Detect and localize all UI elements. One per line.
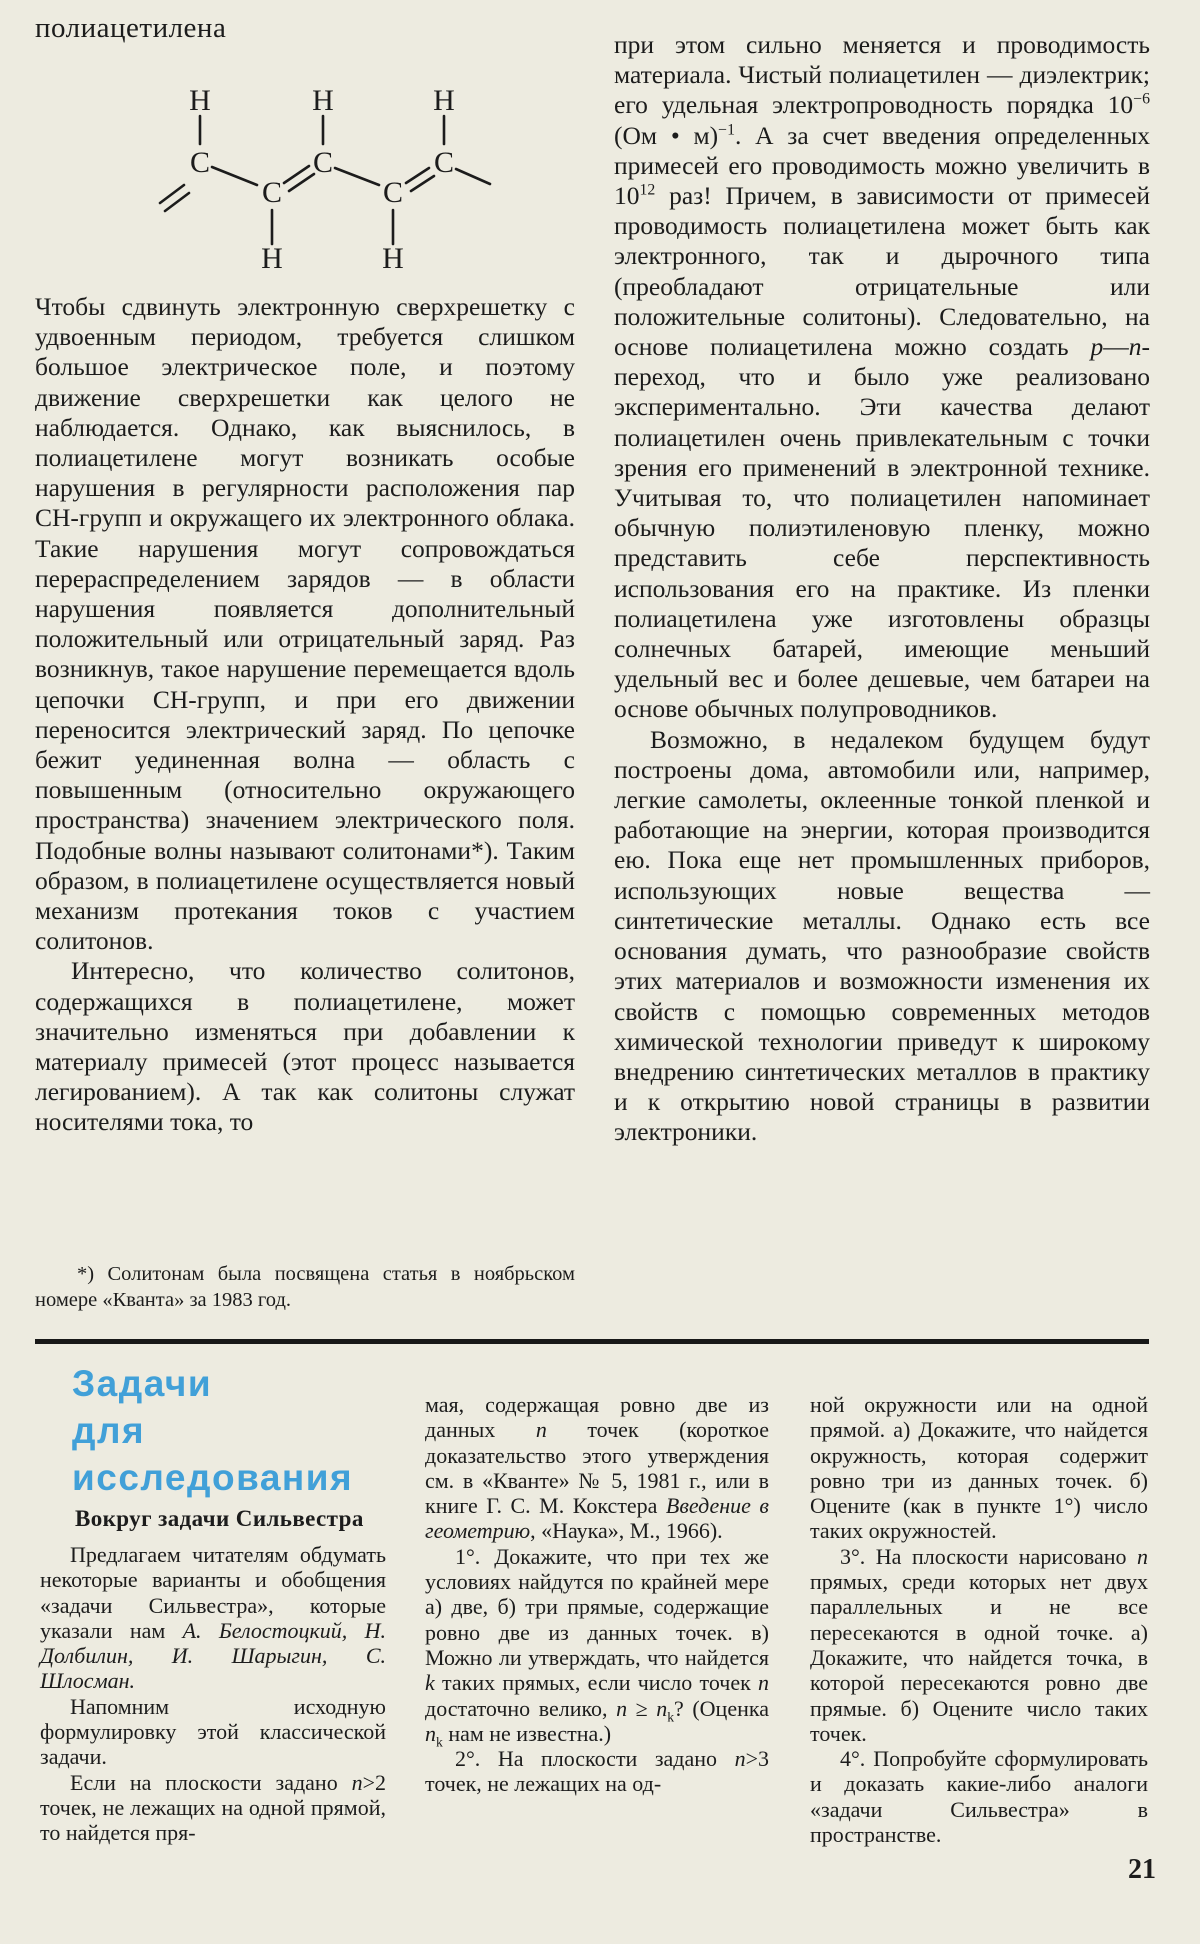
polyacetylene-structure-figure — [158, 82, 498, 277]
article-right-column — [614, 30, 1150, 1148]
problems-column-1 — [40, 1542, 386, 1846]
problems-column-3 — [810, 1392, 1148, 1847]
footnote — [35, 1262, 575, 1313]
section-title — [72, 1360, 402, 1501]
section-subtitle: Вокруг задачи Сильвестра — [75, 1506, 364, 1531]
footnote-text: *) Солитонам была посвящена статья в ноябрьском номере «Кванта» за 1983 год. — [35, 1263, 575, 1311]
atom-label-c: C — [189, 146, 211, 179]
bond-cc-single — [335, 168, 379, 185]
atom-label-h: H — [312, 84, 334, 117]
atom-label-c: C — [382, 176, 404, 209]
paragraph: Если на плоскости задано n>2 точек, не лежащих на одной прямой, то найдется пря- — [40, 1769, 386, 1846]
paragraph: ной окружности или на одной прямой. а) Докажите, что найдется окружность, которая содержит ровно три из данных точек. б) Оцените (как в пункте 1°) число таких окружностей. — [810, 1392, 1148, 1544]
atom-label-c: C — [433, 146, 455, 179]
atom-label-c: C — [261, 176, 283, 209]
paragraph: 4°. Попробуйте сформулировать и доказать какие-либо аналоги «задачи Сильвестра» в пространстве. — [810, 1746, 1148, 1848]
bond-stub-right — [456, 169, 490, 184]
article-left-column — [35, 292, 575, 1138]
section-title-line: Задачи — [72, 1363, 213, 1404]
paragraph: Чтобы сдвинуть электронную сверхрешетку с удвоенным периодом, требуется слишком большое электрическое поле, и поэтому движение сверхрешетки как целого не наблюдается. Однако, как выяснилось, в полиацетилене могут возникать особые нарушения в регулярности расположения пар CH-групп и окружащего их электронного облака. Такие нарушения могут сопровождаться перераспределением зарядов — в области нарушения появляется дополнительный положительный или отрицательный заряд. Раз возникнув, такое нарушение перемещается вдоль цепочки CH-групп, и при его движении переносится электрический заряд. По цепочке бежит уединенная волна — область с повышенным (относительно окружающего пространства) значением электрического поля. Подобные волны называют солитонами*). Таким образом, в полиацетилене осуществляется новый механизм протекания токов с участием солитонов. — [35, 292, 575, 956]
atom-label-h: H — [189, 84, 211, 117]
section-title-line: для — [72, 1410, 146, 1451]
paragraph: 1°. Докажите, что при тех же условиях найдутся по крайней мере а) две, б) три прямые, содержащие ровно две из данных точек. в) Можно ли утверждать, что найдется k таких прямых, если число точек n достаточно велико, $n \ge n_k$? (Оценка $n_k$ нам не известна.) — [425, 1543, 769, 1750]
paragraph: 3°. На плоскости нарисовано n прямых, среди которых нет двух параллельных и не все пересекаются в одной точке. а) Докажите, что найдется точка, в которой пересекаются ровно две прямые. б) Оцените число таких точек. — [810, 1543, 1148, 1746]
section-divider — [35, 1339, 1149, 1344]
paragraph: при этом сильно меняется и проводимость материала. Чистый полиацетилен — диэлектрик; его удельная электропроводность порядка $10^{-6}$ (Ом • м)$^{-1}$. А за счет введения определенных примесей его проводимость можно увеличить в $10^{12}$ раз! Причем, в зависимости от примесей проводимость полиацетилена может быть как электронного, так и дырочного типа (преобладают отрицательные или положительные солитоны). Следовательно, на основе полиацетилена можно создать p—n-переход, что и было уже реализовано экспериментально. Эти качества делают полиацетилен очень привлекательным с точки зрения его применений в электронной технике. Учитывая то, что полиацетилен напоминает обычную полиэтиленовую пленку, можно представить себе перспективность использования его на практике. Из пленки полиацетилена уже изготовлены образцы солнечных батарей, имеющие меньший удельный вес и более дешевые, чем батареи на основе обычных полупроводников. — [614, 30, 1150, 724]
section-title-line: исследования — [72, 1457, 354, 1498]
paragraph: Предлагаем читателям обдумать некоторые варианты и обобщения «задачи Сильвестра», которые указали нам А. Белостоцкий, Н. Долбилин, И. Шарыгин, С. Шлосман. — [40, 1542, 386, 1694]
page-number: 21 — [1128, 1854, 1156, 1885]
problems-column-2 — [425, 1392, 769, 1797]
atom-label-h: H — [433, 84, 455, 117]
paragraph: Интересно, что количество солитонов, содержащихся в полиацетилене, может значительно изменяться при добавлении к материалу примесей (этот процесс называется легированием). А так как солитоны служат носителями тока, то — [35, 956, 575, 1137]
paragraph: 2°. На плоскости задано n>3 точек, не лежащих на од- — [425, 1746, 769, 1797]
atom-label-c: C — [312, 146, 334, 179]
paragraph: Возможно, в недалеком будущем будут построены дома, автомобили или, например, легкие самолеты, оклеенные тонкой пленкой и работающие на энергии, которая производится ею. Пока еще нет промышленных приборов, использующих новые вещества — синтетические металлы. Однако есть все основания думать, что разнообразие свойств этих материалов и возможности изменения их свойств с помощью современных методов химической технологии приведут к широкому внедрению синтетических металлов в практику и к открытию новой страницы в развитии электроники. — [614, 724, 1150, 1147]
atom-label-h: H — [261, 242, 283, 275]
figure-caption: полиацетилена — [35, 12, 227, 44]
bond-cc-single — [212, 167, 257, 185]
paragraph: Напомним исходную формулировку этой классической задачи. — [40, 1693, 386, 1770]
paragraph: мая, содержащая ровно две из данных n точек (короткое доказательство этого утверждения см. в «Кванте» № 5, 1981 г., или в книге Г. С. М. Кокстера Введение в геометрию, «Наука», М., 1966). — [425, 1392, 769, 1544]
atom-label-h: H — [382, 242, 404, 275]
